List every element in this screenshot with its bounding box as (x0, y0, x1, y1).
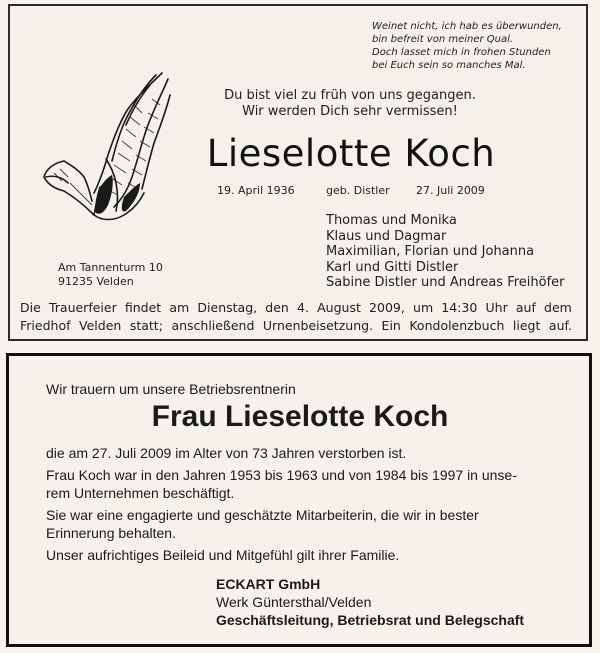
mourner: Sabine Distler und Andreas Freihöfer (326, 275, 565, 290)
company-plant: Werk Güntersthal/Velden (216, 594, 372, 610)
ceremony-line: Die Trauerfeier findet am Dienstag, den 4. August 2009, um 14:30 Uhr auf dem (20, 300, 572, 315)
appreciation-line: Erinnerung behalten. (46, 525, 176, 541)
signatories: Geschäftsleitung, Betriebsrat und Belegschaft (216, 612, 525, 628)
employment-line: rem Unternehmen beschäftigt. (46, 485, 235, 501)
ceremony-line: Friedhof Velden statt; anschließend Urnenbeisetzung. Ein Kondolenzbuch liegt auf. (20, 318, 572, 333)
condolence-line: Unser aufrichtiges Beileid und Mitgefühl gilt ihrer Familie. (46, 547, 400, 563)
praying-hands-icon (34, 65, 174, 225)
appreciation-paragraph (46, 506, 566, 542)
company-name: ECKART GmbH (216, 576, 321, 592)
signature-block (216, 575, 524, 629)
company-intro: Wir trauern um unsere Betriebsrentnerin (46, 381, 296, 397)
death-statement: die am 27. Juli 2009 im Alter von 73 Jahren verstorben ist. (46, 445, 407, 461)
mourner: Klaus und Dagmar (326, 228, 447, 244)
company-deceased-name: Frau Lieselotte Koch (151, 400, 449, 433)
address-street: Am Tannenturm 10 (58, 261, 163, 274)
mourner: Maximilian, Florian und Johanna (326, 244, 535, 259)
tagline-line: Wir werden Dich sehr vermissen! (242, 104, 458, 119)
poem-line: bin befreit von meiner Qual. (372, 34, 514, 45)
mourner: Thomas und Monika (326, 213, 457, 228)
poem-line: Weinet nicht, ich hab es überwunden, (372, 21, 562, 32)
death-date: 27. Juli 2009 (416, 184, 485, 197)
ceremony-info (20, 299, 572, 335)
mourners-list (326, 213, 565, 291)
deceased-name: Lieselotte Koch (206, 132, 496, 175)
mourner: Karl und Gitti Distler (326, 259, 459, 275)
poem (372, 20, 572, 72)
employment-paragraph (46, 466, 566, 502)
maiden-name: geb. Distler (326, 184, 390, 197)
tagline (200, 88, 500, 120)
poem-line: Doch lasset mich in frohen Stunden (372, 47, 551, 58)
employment-line: Frau Koch war in den Jahren 1953 bis 1963 und von 1984 bis 1997 in unse- (46, 467, 517, 483)
tagline-line: Du bist viel zu früh von uns gegangen. (224, 88, 476, 103)
address-city: 91235 Velden (58, 275, 134, 288)
birth-date: 19. April 1936 (217, 184, 295, 197)
poem-line: bei Euch sein so manches Mal. (372, 60, 526, 71)
address (58, 261, 163, 289)
appreciation-line: Sie war eine engagierte und geschätzte Mitarbeiterin, die wir in bester (46, 507, 479, 523)
